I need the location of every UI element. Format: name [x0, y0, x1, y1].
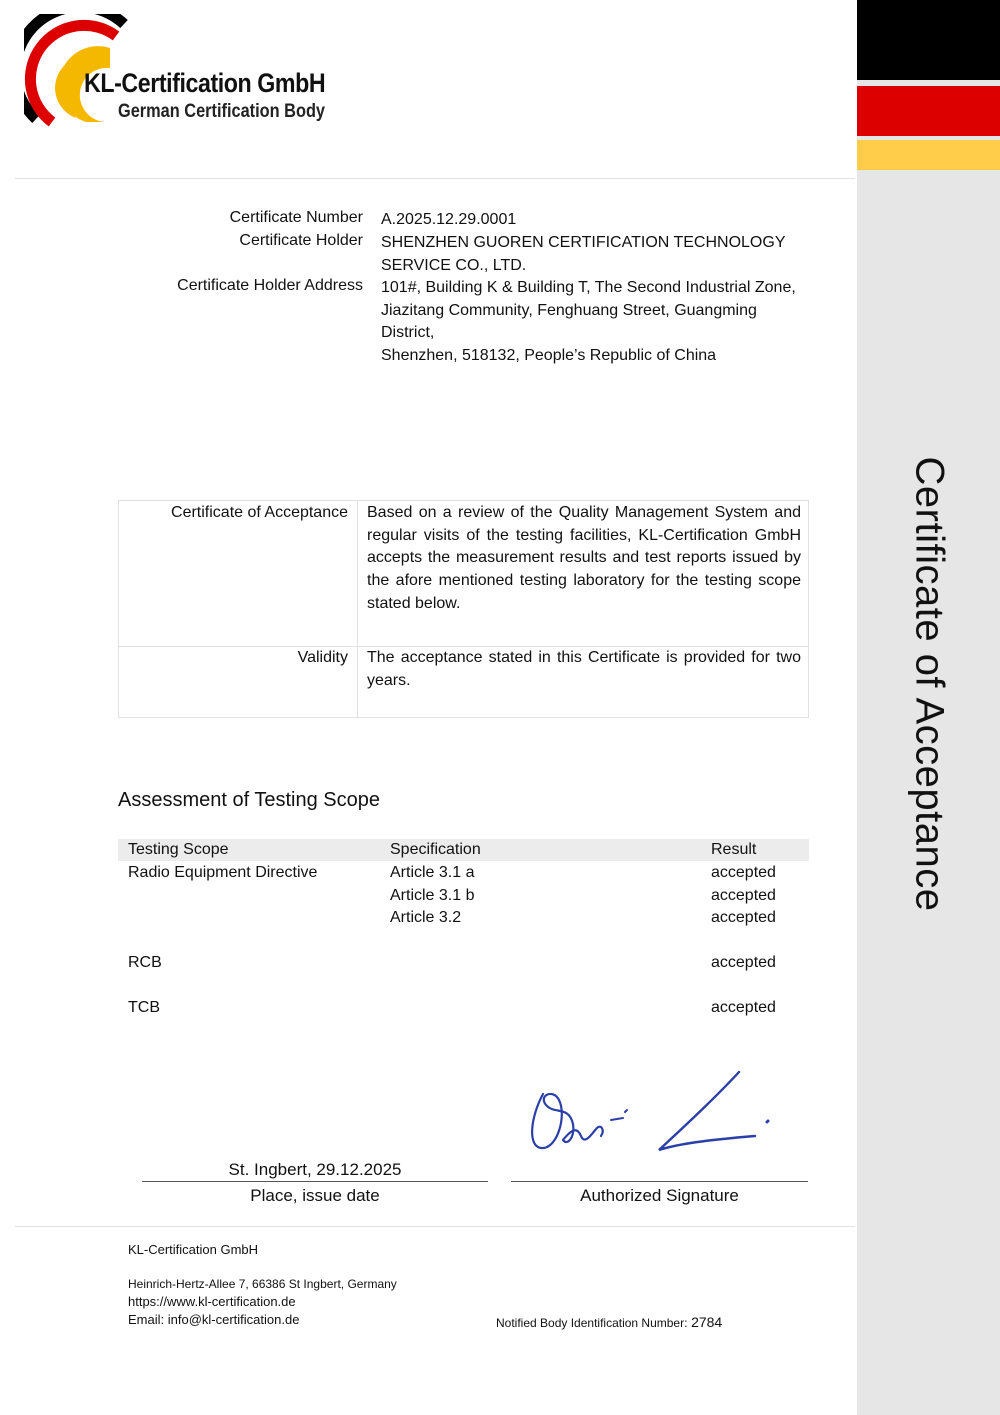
scope-header-testing-scope: Testing Scope [128, 841, 229, 858]
signature-line [511, 1181, 808, 1182]
notified-body [496, 1314, 722, 1330]
scope-cell: RCB [128, 954, 162, 971]
certificate-number-label: Certificate Number [229, 209, 363, 226]
place-date-line [142, 1181, 488, 1182]
footer-email[interactable]: Email: info@kl-certification.de [128, 1312, 300, 1327]
footer-website-link[interactable]: https://www.kl-certification.de [128, 1294, 296, 1309]
result-cell: accepted [711, 864, 776, 881]
holder-line: SHENZHEN GUOREN CERTIFICATION TECHNOLOGY [381, 234, 786, 251]
certificate-holder-value [381, 232, 821, 277]
authorized-signature-label: Authorized Signature [580, 1186, 739, 1205]
flag-stripe-black [857, 0, 1000, 80]
scope-cell: Radio Equipment Directive [128, 864, 318, 881]
side-title: Certificate of Acceptance [907, 456, 952, 912]
footer-divider [15, 1226, 855, 1227]
acceptance-table [118, 500, 809, 718]
scope-header-specification: Specification [390, 841, 481, 858]
brand-name: KL-Certification GmbH [84, 68, 326, 98]
holder-address-label: Certificate Holder Address [177, 277, 363, 294]
notified-body-number: 2784 [691, 1314, 723, 1330]
address-line: Shenzhen, 518132, People’s Republic of China [381, 347, 717, 365]
side-band [857, 0, 1000, 1415]
holder-line: SERVICE CO., LTD. [381, 256, 527, 274]
place-date-value: St. Ingbert, 29.12.2025 [228, 1160, 402, 1179]
spec-cell: Article 3.1 b [390, 887, 475, 904]
brand-subtitle: German Certification Body [118, 101, 326, 122]
acceptance-text: Based on a review of the Quality Management System and regular visits of the testing facilities, KL-Certification GmbH accepts the measurement results and test reports issued by the afore mentioned testing laboratory for the testing scope stated below. [367, 504, 801, 612]
spec-cell: Article 3.1 a [390, 864, 475, 881]
header-divider [15, 178, 855, 179]
scope-cell: TCB [128, 999, 160, 1016]
validity-label: Validity [297, 649, 348, 666]
validity-text: The acceptance stated in this Certificate is provided for two years. [367, 649, 801, 689]
certificate-number-value: A.2025.12.29.0001 [381, 211, 517, 228]
flag-stripe-gold [857, 140, 1000, 170]
result-cell: accepted [711, 909, 776, 926]
footer-address: Heinrich-Hertz-Allee 7, 66386 St Ingbert, Germany [128, 1277, 397, 1291]
flag-stripe-red [857, 86, 1000, 136]
result-cell: accepted [711, 954, 776, 971]
address-line: Jiazitang Community, Fenghuang Street, Guangming [381, 301, 757, 319]
address-line: District, [381, 324, 435, 342]
acceptance-label: Certificate of Acceptance [171, 504, 348, 521]
holder-address-value [381, 277, 821, 368]
result-cell: accepted [711, 999, 776, 1016]
table-divider [357, 501, 358, 717]
footer-company: KL-Certification GmbH [128, 1242, 259, 1257]
handwritten-signature [527, 1066, 777, 1161]
place-date-label: Place, issue date [250, 1186, 380, 1205]
scope-title: Assessment of Testing Scope [118, 789, 380, 811]
scope-header-result: Result [711, 841, 757, 858]
notified-body-label: Notified Body Identification Number: [496, 1316, 688, 1330]
result-cell: accepted [711, 887, 776, 904]
spec-cell: Article 3.2 [390, 909, 462, 926]
certificate-holder-label: Certificate Holder [239, 232, 363, 249]
address-line: 101#, Building K & Building T, The Second Industrial Zone, [381, 279, 796, 296]
